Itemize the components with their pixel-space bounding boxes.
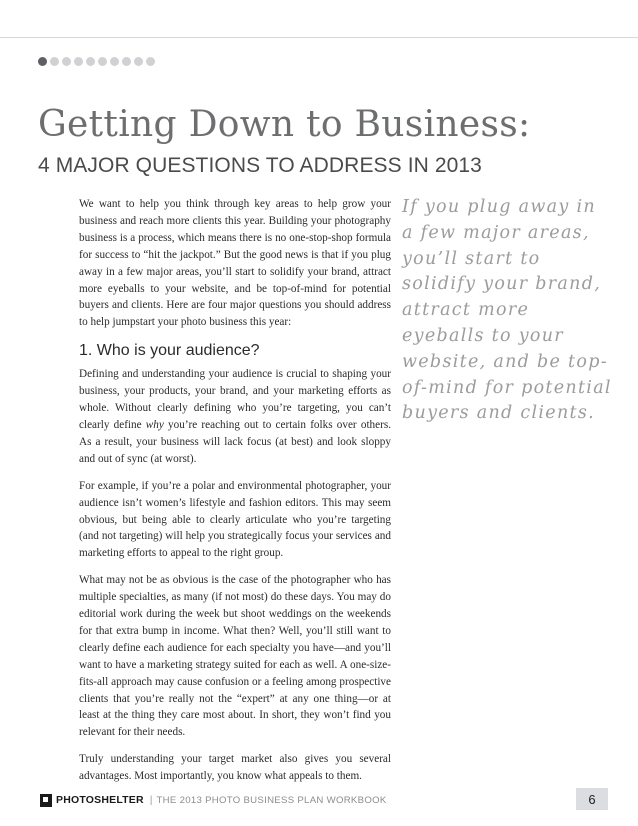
audience-paragraph-3: What may not be as obvious is the case of the photographer who has multiple specialties, as many (if not most) do these days. You may do editorial work during the week but shoot weddings on the weekends for that extra bump in income. What then? Well, you’ll still want to clearly define each audience for each specialty you have—and you’ll want to have a marketing strategy suited for each as well. A one-size-fits-all approach may cause confusion or a feeling among prospective clients that you’re really not the “expert” at any one thing—or at least at the thing they care most about. In short, they won’t find you relevant for their needs. [79,574,391,739]
footer-brand: PHOTOSHELTER [56,794,144,806]
body-column [79,196,391,785]
progress-dot [146,57,155,66]
progress-dot [98,57,107,66]
progress-dot [74,57,83,66]
progress-dots [38,57,155,67]
audience-paragraph-4: Truly understanding your target market also gives you several advantages. Most importantly, you know what appeals to them. [79,753,391,783]
photoshelter-logo-icon [40,794,52,807]
section-heading: 1. Who is your audience? [79,342,260,360]
top-divider [0,37,638,38]
page-subtitle: 4 MAJOR QUESTIONS TO ADDRESS IN 2013 [38,154,482,177]
progress-dot [86,57,95,66]
audience-paragraph-1: Defining and understanding your audience is crucial to shaping your business, your products, your brand, and your marketing efforts as whole. Without clearly defining who you’re targeting, you can’t clearly define why you’re reaching out to certain folks over others. As a result, your business will lack focus (at best) and look sloppy and out of sync (at worst). [79,368,391,465]
intro-paragraph: We want to help you think through key areas to help grow your business and reach more clients this year. Building your photography business is a process, which means there is no one-stop-shop formula for success to “hit the jackpot.” But the good news is that if you plug away in a few major areas, you’ll start to solidify your brand, attract more eyeballs to your website, and be top-of-mind for potential buyers and clients. Here are four major questions you should address to help jumpstart your photo business this year: [79,198,391,329]
progress-dot [134,57,143,66]
emphasis-why: why [145,418,164,431]
progress-dot [50,57,59,66]
page-title: Getting Down to Business: [38,104,531,145]
audience-paragraph-2: For example, if you’re a polar and environmental photographer, your audience isn’t women’s lifestyle and fashion editors. This may seem obvious, but being able to clearly articulate who you’re targeting (and not targeting) will help you strategically focus your services and marketing efforts to appeal to the right group. [79,479,391,560]
pull-quote: If you plug away in a few major areas, you’ll start to solidify your brand, attract more eyeballs to your website, and be top-of-mind for potential buyers and clients. [402,197,612,424]
progress-dot [62,57,71,66]
progress-dot [110,57,119,66]
page-number: 6 [576,788,608,810]
footer-doc-title: THE 2013 PHOTO BUSINESS PLAN WORKBOOK [156,794,387,806]
footer [40,791,610,809]
progress-dot [122,57,131,66]
photoshelter-logo [40,794,144,807]
footer-separator: | [149,794,153,806]
progress-dot-active [38,57,47,66]
